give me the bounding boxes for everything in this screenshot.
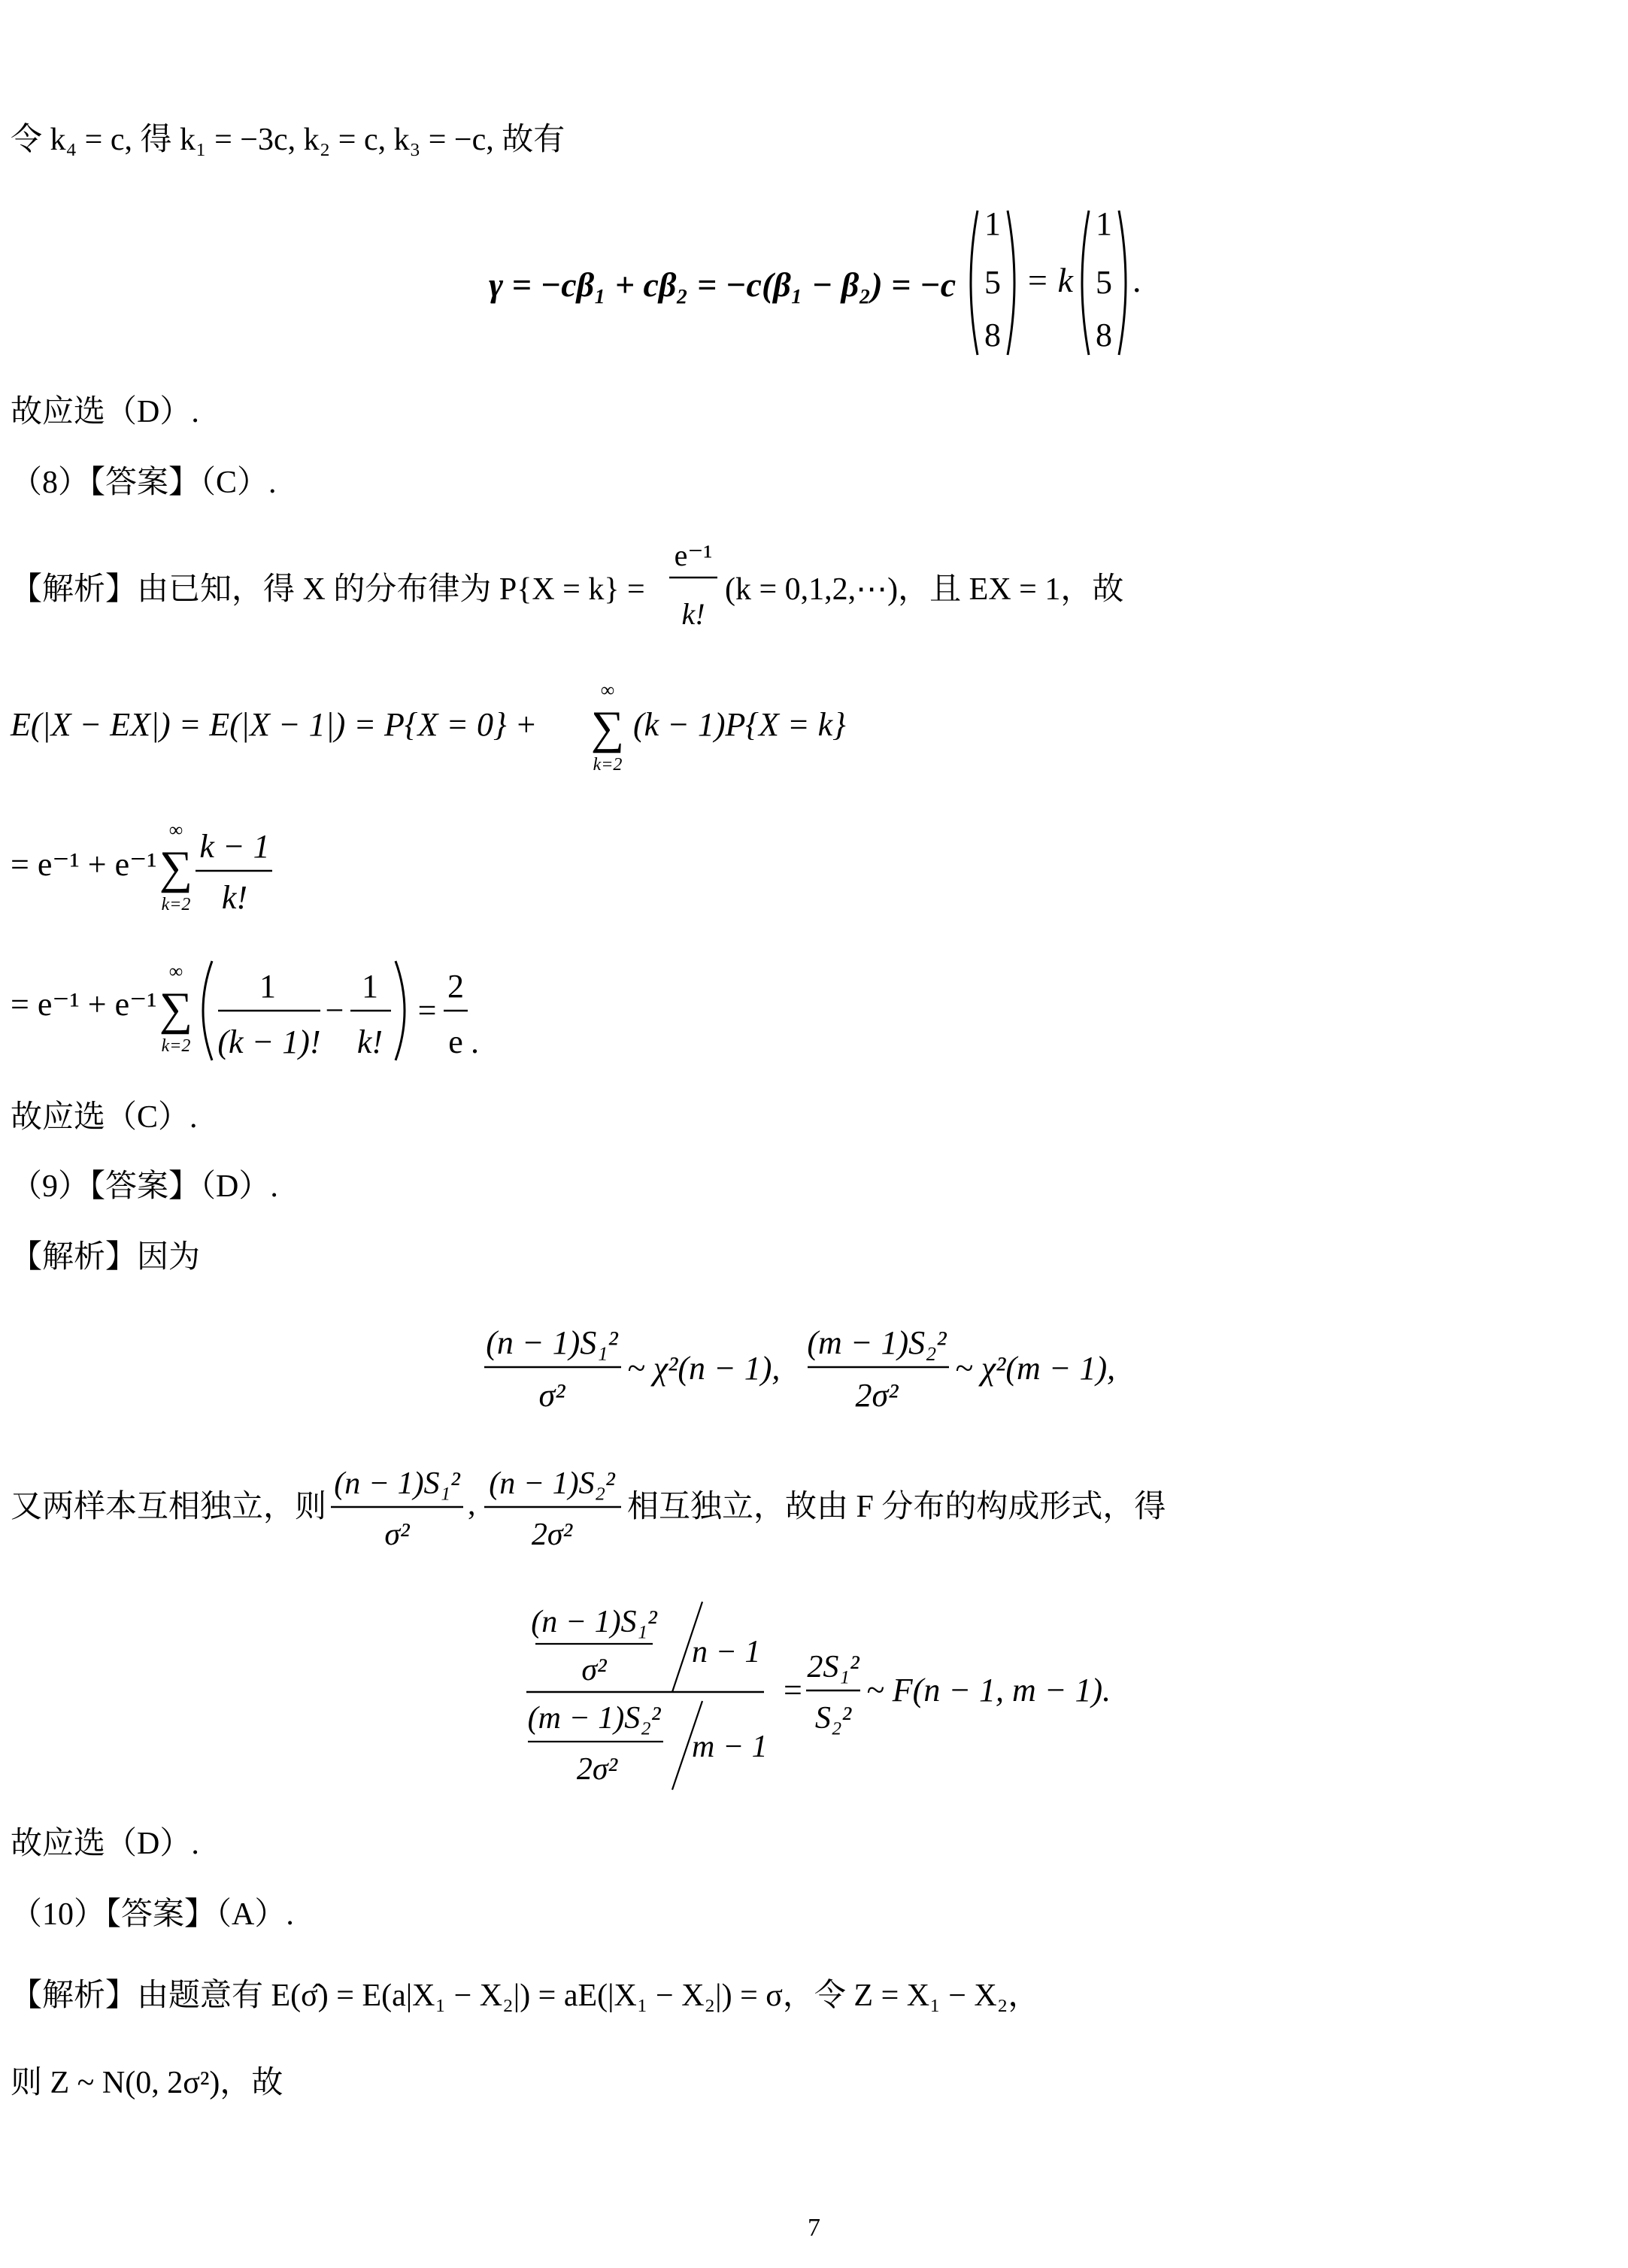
q9-line2-f1-num: (n − 1)S₁²	[334, 1466, 460, 1501]
q9-eq1-f1-num: (n − 1)S₁²	[486, 1324, 618, 1361]
q9-line2-f2-num: (n − 1)S₂²	[489, 1466, 615, 1501]
q9-line2-comma: ,	[468, 1487, 476, 1522]
text-line-k-values: 令 k₄ = c, 得 k₁ = −3c, k₂ = c, k₃ = −c, 故有	[11, 123, 565, 157]
q9-eq1-f2-den: 2σ²	[855, 1377, 899, 1414]
vector1-entry-3: 8	[984, 317, 1001, 353]
sum2-sign: ∑	[159, 842, 193, 893]
q8-analysis-suffix: (k = 0,1,2,⋯)，且 EX = 1，故	[725, 572, 1124, 607]
q9-eq2-r-den: S₂²	[814, 1701, 852, 1736]
q9-eq2-bot-num: (m − 1)S₂²	[527, 1701, 661, 1736]
period: .	[1132, 261, 1141, 299]
vector2-entry-1: 1	[1096, 205, 1112, 242]
q9-eq2-bot-den: 2σ²	[576, 1752, 618, 1787]
q8-analysis-prefix: 【解析】由已知，得 X 的分布律为 P{X = k} =	[11, 572, 645, 607]
sum1-sign: ∑	[590, 702, 625, 753]
q9-eq2-equals: =	[784, 1672, 802, 1709]
q8-eq3-period: .	[471, 1023, 479, 1060]
q9-line2-f1-den: σ²	[384, 1518, 410, 1552]
q9-eq1-f1-den: σ²	[538, 1377, 565, 1414]
q9-eq2-top-den: σ²	[581, 1653, 607, 1687]
q8-eq3-f2-num: 1	[362, 968, 378, 1005]
q9-eq2-bot-div: m − 1	[692, 1730, 768, 1764]
q9-eq2-top-num: (n − 1)S₁²	[531, 1605, 657, 1639]
sum1-top: ∞	[600, 679, 615, 701]
q9-eq2-tail: ~ F(n − 1, m − 1).	[866, 1672, 1111, 1709]
vector1-entry-1: 1	[984, 205, 1001, 242]
sum3-sign: ∑	[159, 984, 193, 1035]
q9-answer: （9）【答案】（D）.	[11, 1169, 278, 1204]
text-choose-d-2: 故应选（D）.	[11, 1827, 199, 1861]
sum2-bottom: k=2	[161, 895, 191, 914]
q8-frac-num: e⁻¹	[674, 538, 713, 572]
text-choose-c: 故应选（C）.	[11, 1100, 198, 1135]
q10-analysis: 【解析】由题意有 E(σ̂) = E(a|X₁ − X₂|) = aE(|X₁ − X₂|) = σ，令 Z = X₁ − X₂，	[11, 1978, 1040, 2013]
q9-eq2-r-num: 2S₁²	[807, 1650, 859, 1684]
q9-eq1-f2-num: (m − 1)S₂²	[807, 1324, 947, 1361]
equals-k: = k	[1026, 261, 1073, 299]
q9-analysis: 【解析】因为	[11, 1240, 201, 1275]
q9-line2-f2-den: 2σ²	[531, 1518, 573, 1552]
q10-answer: （10）【答案】（A）.	[11, 1897, 294, 1932]
q8-answer: （8）【答案】（C）.	[11, 465, 277, 500]
equals-sign: =	[417, 992, 437, 1029]
q8-eq3-r-den: e	[448, 1023, 463, 1060]
q8-eq3-f2-den: k!	[356, 1023, 384, 1060]
q8-eq2-lhs: = e⁻¹ + e⁻¹	[11, 846, 157, 883]
minus-sign: −	[325, 992, 344, 1029]
q9-line2-suffix: 相互独立，故由 F 分布的构成形式，得	[627, 1490, 1166, 1524]
text-choose-d-1: 故应选（D）.	[11, 395, 199, 429]
vector2-entry-2: 5	[1096, 264, 1112, 301]
page-number: 7	[808, 2214, 820, 2242]
q8-eq3-r-num: 2	[447, 968, 464, 1005]
q8-eq3-f1-den: (k − 1)!	[217, 1023, 321, 1060]
vector2-entry-3: 8	[1096, 317, 1112, 353]
q9-eq1-mid2: ~ χ²(m − 1),	[955, 1350, 1116, 1387]
gamma-expression: γ = −cβ₁ + cβ₂ = −c(β₁ − β₂) = −c	[489, 265, 956, 304]
sum3-bottom: k=2	[161, 1036, 191, 1056]
q8-eq1-rhs: (k − 1)P{X = k}	[633, 706, 846, 743]
sum2-top: ∞	[168, 819, 183, 841]
q8-eq1-lhs: E(|X − EX|) = E(|X − 1|) = P{X = 0} +	[11, 706, 538, 743]
q8-eq3-lhs: = e⁻¹ + e⁻¹	[11, 986, 157, 1023]
q8-frac-den: k!	[681, 597, 705, 631]
sum3-top: ∞	[168, 960, 183, 982]
q9-eq1-mid1: ~ χ²(n − 1),	[627, 1350, 781, 1387]
q10-line2: 则 Z ~ N(0, 2σ²)，故	[11, 2066, 283, 2100]
vector1-entry-2: 5	[984, 264, 1001, 301]
q9-line2-prefix: 又两样本互相独立，则	[11, 1490, 327, 1524]
q8-eq3-f1-num: 1	[259, 968, 276, 1005]
q9-eq2-top-div: n − 1	[692, 1635, 761, 1669]
sum1-bottom: k=2	[593, 755, 623, 775]
q8-eq2-frac-num: k − 1	[199, 828, 270, 865]
q8-eq2-frac-den: k!	[221, 879, 248, 916]
